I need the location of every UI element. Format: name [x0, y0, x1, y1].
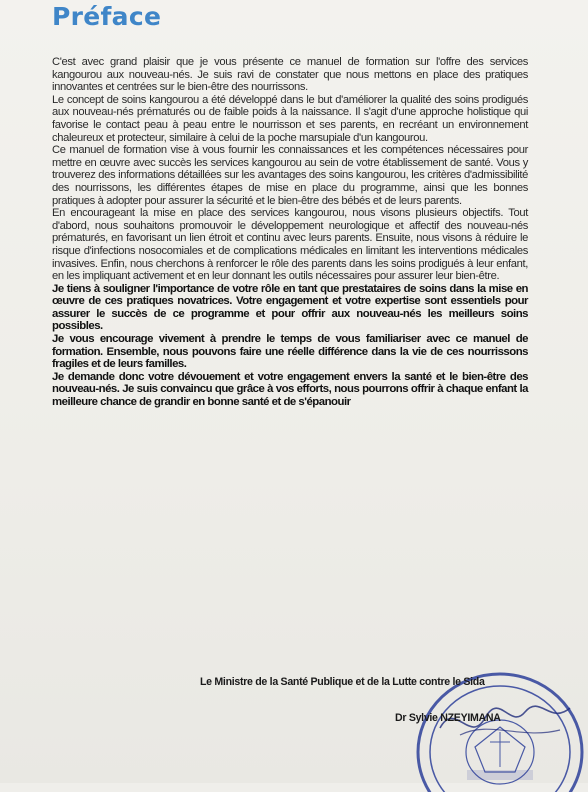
paragraph: C'est avec grand plaisir que je vous présente ce manuel de formation sur l'offre des services kangourou aux nouveau-nés. Je suis ravi de constater que nous mettons en place des pratiques innovantes et centrées sur le bien-être des nourrissons.	[52, 56, 528, 94]
paragraph: Je demande donc votre dévouement et votre engagement envers la santé et le bien-être des nouveau-nés. Je suis convaincu que grâce à vos efforts, nous pourrons offrir à chaque enfant la meilleure chance de grandir en bonne santé et de s'épanouir	[52, 370, 528, 409]
signatory-title: Le Ministre de la Santé Publique et de la Lutte contre le Sida	[200, 676, 485, 688]
paragraph: Ce manuel de formation vise à vous fournir les connaissances et les compétences nécessaires pour mettre en œuvre avec succès les services kangourou au sein de votre établissement de santé. Vous y trouverez des informations détaillées sur les avantages des soins kangourou, les critères d'admissibilité des nourrissons, les différentes étapes de mise en place du programme, ainsi que les bonnes pratiques à adopter pour assurer la sécurité et le bien-être des bébés et de leurs parents.	[52, 144, 528, 207]
page-title: Préface	[52, 2, 162, 31]
paragraph: En encourageant la mise en place des services kangourou, nous visons plusieurs objectifs. Tout d'abord, nous souhaitons promouvoir le développement neurologique et affectif des nouveau-nés prématurés, en favorisant un lien étroit et continu avec leurs parents. Ensuite, nous visons à réduire le risque d'infections nosocomiales et de complications médicales en limitant les interventions médicales invasives. Enfin, nous cherchons à renforcer le rôle des parents dans les soins prodigués à leur enfant, en les impliquant activement et en leur donnant les outils nécessaires pour assurer leur bien-être.	[52, 207, 528, 283]
paragraph: Je tiens à souligner l'importance de votre rôle en tant que prestataires de soins dans la mise en œuvre de ces pratiques novatrices. Votre engagement et votre expertise sont essentiels pour assurer le succès de ce programme et pour offrir aux nouveau-nés les meilleurs soins possibles.	[52, 282, 528, 333]
paragraph: Je vous encourage vivement à prendre le temps de vous familiariser avec ce manuel de formation. Ensemble, nous pouvons faire une réelle différence dans la vie de ces nourrissons fragiles et de leurs familles.	[52, 333, 528, 371]
signatory-name: Dr Sylvie NZEYIMANA	[395, 712, 501, 724]
paragraph: Le concept de soins kangourou a été développé dans le but d'améliorer la qualité des soins prodigués aux nouveau-nés prématurés ou de faible poids à la naissance. Il s'agit d'une approche holistique qui favorise le contact peau à peau entre le nourrisson et ses parents, en recréant un environnement chaleureux et protecteur, similaire à celui de la poche marsupiale d'un kangourou.	[52, 93, 528, 144]
preface-body	[52, 56, 528, 409]
